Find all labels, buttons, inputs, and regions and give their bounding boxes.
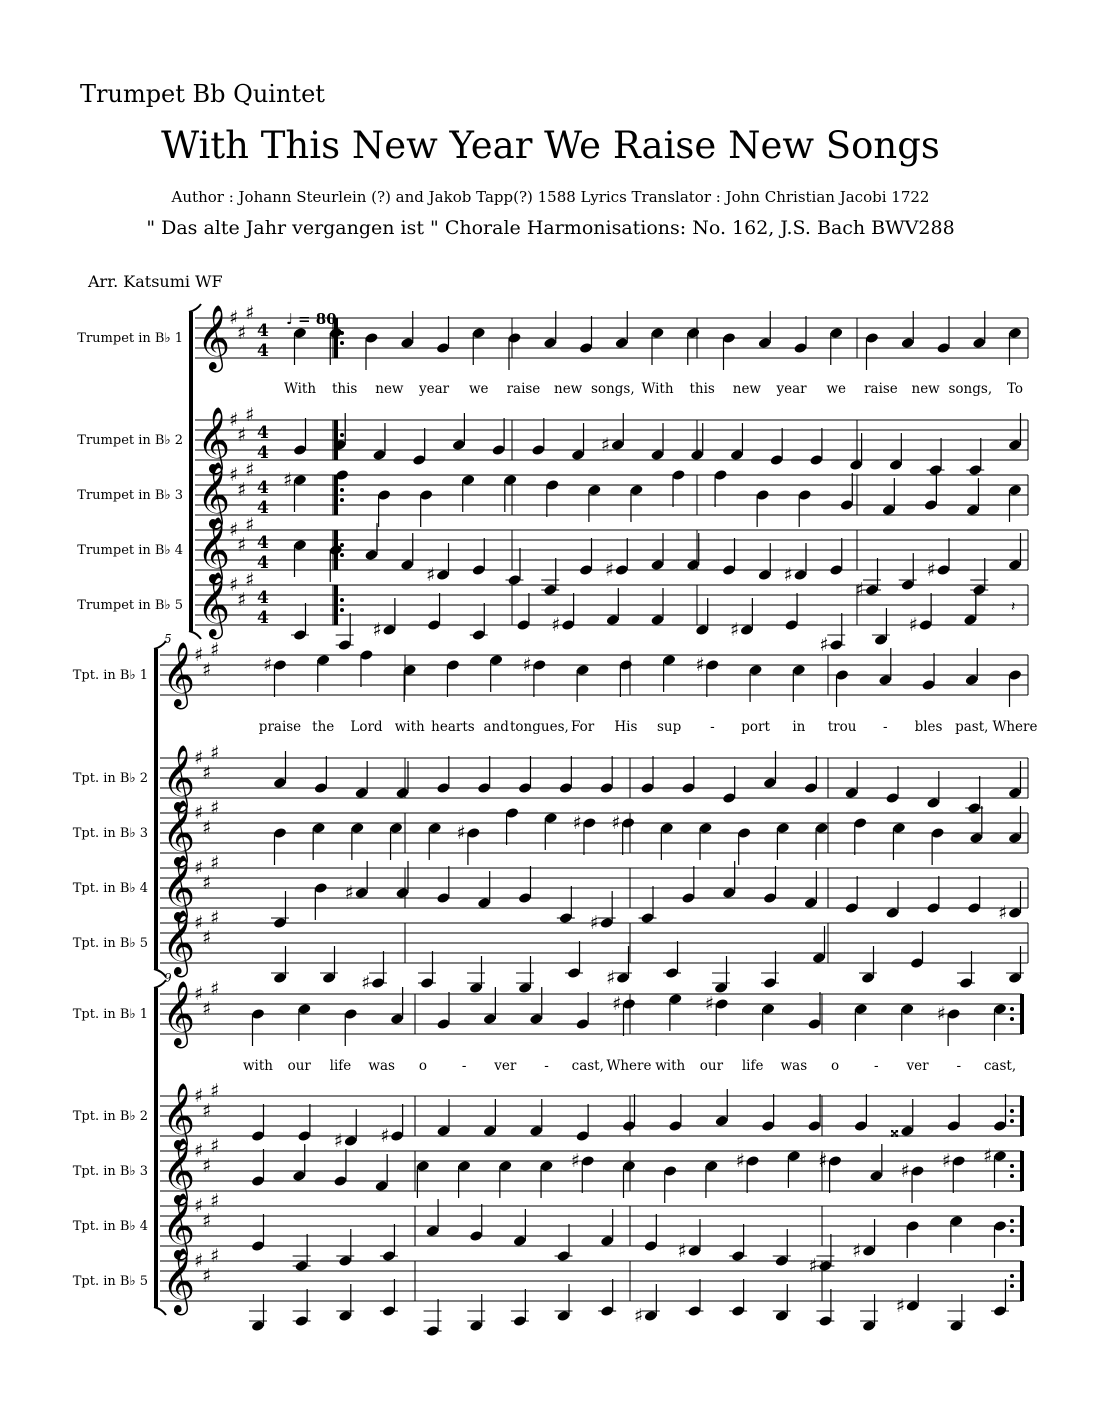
lyric-syllable: this — [332, 381, 358, 397]
accidental-icon: 𝄪 — [890, 1120, 899, 1142]
accidental-icon: ♯ — [283, 469, 293, 491]
lyric-syllable: cast, — [571, 1058, 604, 1074]
lyric-syllable: His — [614, 719, 638, 735]
lyric-syllable: raise — [864, 381, 898, 397]
accidental-icon: ♯ — [983, 1145, 993, 1167]
key-signature-sharp-icon: ♯ — [237, 322, 247, 344]
key-signature-sharp-icon: ♯ — [202, 1210, 212, 1232]
key-signature-sharp-icon: ♯ — [194, 1250, 204, 1272]
accidental-icon: ♯ — [361, 972, 371, 994]
treble-clef-icon: 𝄞 — [162, 1248, 196, 1313]
treble-clef-icon: 𝄞 — [162, 745, 196, 810]
instrument-name: Tpt. in B♭ 1 — [72, 1007, 148, 1022]
accidental-icon: ♯ — [589, 912, 599, 934]
lyric-syllable: this — [689, 381, 715, 397]
key-signature-sharp-icon: ♯ — [202, 762, 212, 784]
accidental-icon: ♯ — [808, 1255, 818, 1277]
lyric-syllable: in — [792, 719, 806, 735]
key-signature-sharp-icon: ♯ — [202, 817, 212, 839]
lyric-syllable: we — [826, 381, 847, 397]
accidental-icon: ♯ — [855, 579, 865, 601]
key-signature-sharp-icon: ♯ — [210, 907, 220, 929]
lyric-syllable: o — [831, 1058, 840, 1074]
key-signature-sharp-icon: ♯ — [245, 404, 255, 426]
key-signature-sharp-icon: ♯ — [245, 569, 255, 591]
lyric-syllable: and — [483, 719, 509, 735]
accidental-icon: ♯ — [677, 1240, 687, 1262]
lyric-syllable: cast, — [983, 1058, 1017, 1074]
accidental-icon: ♯ — [372, 619, 382, 641]
key-signature-sharp-icon: ♯ — [194, 747, 204, 769]
lyric-syllable: - — [710, 719, 715, 735]
treble-clef-icon: 𝄞 — [197, 572, 231, 637]
instrument-name: Trumpet in B♭ 2 — [77, 433, 183, 448]
treble-clef-icon: 𝄞 — [197, 305, 231, 370]
accidental-icon: ♯ — [729, 619, 740, 641]
lyric-syllable: we — [468, 381, 489, 397]
lyric-syllable: sup — [656, 719, 682, 735]
time-signature-lower: 4 — [257, 341, 269, 361]
accidental-icon: ♯ — [941, 1150, 951, 1172]
key-signature-sharp-icon: ♯ — [237, 534, 247, 556]
treble-clef-icon: 𝄞 — [162, 1083, 196, 1148]
time-signature-upper: 4 — [257, 321, 269, 341]
arranger-label: Arr. Katsumi WF — [88, 272, 223, 291]
lyric-syllable: bles — [914, 719, 943, 735]
repeat-dot — [1010, 1164, 1014, 1168]
lyric-syllable: Where — [992, 719, 1038, 735]
lyric-syllable: With — [283, 381, 317, 397]
repeat-dot — [340, 488, 344, 492]
accidental-icon: ♯ — [633, 1305, 644, 1327]
accidental-icon: ♯ — [600, 434, 610, 456]
accidental-icon: ♯ — [998, 902, 1008, 924]
repeat-dot — [1010, 1219, 1014, 1223]
repeat-dot — [1010, 1119, 1014, 1123]
authors-line: Author : Johann Steurlein (?) and Jakob Tapp(?) 1588 Lyrics Translator : John Christian Jacobi 1722 — [171, 188, 930, 206]
time-signature-lower: 4 — [257, 608, 269, 628]
accidental-icon: ♯ — [426, 564, 436, 586]
lyric-syllable: raise — [506, 381, 541, 397]
repeat-dot — [1010, 1109, 1014, 1113]
lyric-syllable: o — [418, 1058, 427, 1074]
key-signature-sharp-icon: ♯ — [237, 479, 247, 501]
repeat-dot — [1010, 1174, 1014, 1178]
accidental-icon: ♯ — [818, 1150, 828, 1172]
key-signature-sharp-icon: ♯ — [229, 464, 239, 486]
lyric-syllable: the — [312, 719, 335, 735]
accidental-icon: ♯ — [456, 822, 466, 844]
lyric-syllable: port — [741, 719, 770, 735]
key-signature-sharp-icon: ♯ — [194, 983, 204, 1005]
measure-number: 9 — [164, 971, 172, 985]
key-signature-sharp-icon: ♯ — [210, 639, 220, 661]
time-signature-lower: 4 — [257, 498, 269, 518]
treble-clef-icon: 𝄞 — [197, 462, 231, 527]
lyric-syllable: with — [394, 719, 425, 735]
key-signature-sharp-icon: ♯ — [210, 1080, 220, 1102]
lyric-syllable: To — [1006, 381, 1024, 397]
repeat-dot — [1010, 1274, 1014, 1278]
key-signature-sharp-icon: ♯ — [202, 1265, 212, 1287]
lyric-syllable: tongues, — [510, 719, 569, 735]
lyric-syllable: new — [732, 381, 761, 397]
lyric-syllable: ver — [494, 1058, 517, 1074]
piece-title: With This New Year We Raise New Songs — [161, 124, 940, 167]
key-signature-sharp-icon: ♯ — [229, 574, 239, 596]
key-signature-sharp-icon: ♯ — [210, 1245, 220, 1267]
key-signature-sharp-icon: ♯ — [194, 1140, 204, 1162]
treble-clef-icon: 𝄞 — [162, 1138, 196, 1203]
key-signature-sharp-icon: ♯ — [202, 1100, 212, 1122]
accidental-icon: ♯ — [380, 1125, 390, 1147]
repeat-dot — [340, 598, 344, 602]
treble-clef-icon: 𝄞 — [162, 800, 196, 865]
instrument-name: Trumpet in B♭ 3 — [77, 488, 183, 503]
lyric-syllable: our — [287, 1058, 311, 1074]
accidental-icon: ♯ — [895, 1295, 905, 1317]
key-signature-sharp-icon: ♯ — [202, 927, 212, 949]
time-signature-upper: 4 — [257, 533, 269, 553]
key-signature-sharp-icon: ♯ — [202, 1155, 212, 1177]
key-signature-sharp-icon: ♯ — [194, 644, 204, 666]
key-signature-sharp-icon: ♯ — [210, 1190, 220, 1212]
instrument-name: Tpt. in B♭ 3 — [72, 826, 148, 841]
key-signature-sharp-icon: ♯ — [194, 1195, 204, 1217]
accidental-icon: ♯ — [333, 1130, 343, 1152]
treble-clef-icon: 𝄞 — [162, 981, 196, 1046]
time-signature-upper: 4 — [257, 423, 269, 443]
lyric-syllable: - — [544, 1058, 549, 1074]
accidental-icon: ♯ — [263, 654, 273, 676]
lyric-syllable: ver — [906, 1058, 929, 1074]
accidental-icon: ♯ — [522, 654, 532, 676]
accidental-icon: ♯ — [611, 812, 621, 834]
key-signature-sharp-icon: ♯ — [202, 998, 212, 1020]
instrument-name: Trumpet in B♭ 1 — [77, 331, 183, 346]
key-signature-sharp-icon: ♯ — [194, 912, 204, 934]
treble-clef-icon: 𝄞 — [197, 517, 231, 582]
quarter-rest-icon: 𝄽 — [1011, 599, 1016, 615]
key-signature-sharp-icon: ♯ — [194, 857, 204, 879]
lyric-syllable: new — [375, 381, 404, 397]
instrument-name: Tpt. in B♭ 3 — [72, 1164, 148, 1179]
repeat-dot — [340, 553, 344, 557]
lyric-syllable: with — [243, 1058, 273, 1074]
lyric-syllable: new — [554, 381, 583, 397]
accidental-icon: ♯ — [908, 614, 918, 636]
accidental-icon: ♯ — [819, 634, 829, 656]
accidental-icon: ♯ — [572, 812, 582, 834]
treble-clef-icon: 𝄞 — [162, 1193, 196, 1258]
lyric-syllable: hearts — [431, 719, 475, 735]
key-signature-sharp-icon: ♯ — [210, 1135, 220, 1157]
tempo-note-icon: ♩ — [286, 310, 294, 328]
instrument-name: Tpt. in B♭ 4 — [72, 881, 148, 896]
lyric-syllable: songs, — [591, 381, 635, 397]
instrument-name: Tpt. in B♭ 1 — [72, 668, 148, 683]
accidental-icon: ♯ — [783, 564, 793, 586]
key-signature-sharp-icon: ♯ — [210, 797, 220, 819]
instrument-name: Trumpet in B♭ 5 — [77, 598, 183, 613]
instrument-name: Tpt. in B♭ 2 — [72, 771, 148, 786]
lyric-syllable: was — [780, 1058, 808, 1074]
accidental-icon: ♯ — [344, 882, 354, 904]
key-signature-sharp-icon: ♯ — [245, 302, 255, 324]
repeat-dot — [1010, 1229, 1014, 1233]
repeat-dot — [1010, 1284, 1014, 1288]
lyric-syllable: songs, — [948, 381, 993, 397]
instrument-name: Tpt. in B♭ 5 — [72, 1274, 148, 1289]
lyric-syllable: with — [655, 1058, 686, 1074]
instrument-name: Trumpet in B♭ 4 — [77, 543, 183, 558]
key-signature-sharp-icon: ♯ — [210, 742, 220, 764]
accidental-icon: ♯ — [926, 559, 936, 581]
instrument-name: Tpt. in B♭ 4 — [72, 1219, 148, 1234]
key-signature-sharp-icon: ♯ — [194, 802, 204, 824]
treble-clef-icon: 𝄞 — [162, 910, 196, 975]
key-signature-sharp-icon: ♯ — [210, 978, 220, 1000]
lyric-syllable: Where — [606, 1058, 652, 1074]
key-signature-sharp-icon: ♯ — [202, 872, 212, 894]
subtitle-line: " Das alte Jahr vergangen ist " Chorale Harmonisations: No. 162, J.S. Bach BWV288 — [146, 217, 955, 239]
lyric-syllable: year — [776, 381, 807, 397]
lyric-syllable: - — [461, 1058, 467, 1074]
instrumentation-label: Trumpet Bb Quintet — [80, 80, 325, 108]
repeat-dot — [1010, 1007, 1014, 1011]
accidental-icon: ♯ — [704, 993, 714, 1015]
treble-clef-icon: 𝄞 — [162, 855, 196, 920]
lyric-syllable: past, — [955, 719, 989, 735]
key-signature-sharp-icon: ♯ — [194, 1085, 204, 1107]
repeat-dot — [340, 608, 344, 612]
repeat-dot — [340, 341, 344, 345]
accidental-icon: ♯ — [695, 654, 705, 676]
accidental-icon: ♯ — [606, 967, 616, 989]
lyric-syllable: - — [883, 719, 888, 735]
lyric-syllable: life — [741, 1058, 764, 1074]
tempo-marking: = 80 — [298, 310, 337, 328]
accidental-icon: ♯ — [604, 559, 614, 581]
accidental-icon: ♯ — [900, 1160, 910, 1182]
repeat-dot — [340, 543, 344, 547]
accidental-icon: ♯ — [570, 1150, 580, 1172]
lyric-syllable: our — [699, 1058, 724, 1074]
accidental-icon: ♯ — [612, 993, 622, 1015]
repeat-dot — [340, 498, 344, 502]
measure-number: 5 — [164, 632, 172, 646]
time-signature-lower: 4 — [257, 553, 269, 573]
accidental-icon: ♯ — [551, 614, 561, 636]
lyric-syllable: new — [911, 381, 940, 397]
lyric-syllable: - — [874, 1058, 879, 1074]
time-signature-upper: 4 — [257, 588, 269, 608]
lyric-syllable: - — [956, 1058, 962, 1074]
key-signature-sharp-icon: ♯ — [229, 307, 239, 329]
lyric-syllable: was — [368, 1058, 395, 1074]
lyric-syllable: With — [641, 381, 674, 397]
treble-clef-icon: 𝄞 — [162, 642, 196, 707]
repeat-dot — [340, 433, 344, 437]
key-signature-sharp-icon: ♯ — [229, 519, 239, 541]
lyric-syllable: trou — [827, 719, 857, 735]
key-signature-sharp-icon: ♯ — [245, 459, 255, 481]
lyric-syllable: For — [571, 719, 595, 735]
key-signature-sharp-icon: ♯ — [210, 852, 220, 874]
lyric-syllable: praise — [258, 719, 302, 735]
key-signature-sharp-icon: ♯ — [237, 424, 247, 446]
key-signature-sharp-icon: ♯ — [237, 589, 247, 611]
lyric-syllable: life — [329, 1058, 352, 1074]
time-signature-lower: 4 — [257, 443, 269, 463]
key-signature-sharp-icon: ♯ — [245, 514, 255, 536]
instrument-name: Tpt. in B♭ 2 — [72, 1109, 148, 1124]
time-signature-upper: 4 — [257, 478, 269, 498]
repeat-dot — [1010, 1017, 1014, 1021]
accidental-icon: ♯ — [735, 1150, 745, 1172]
instrument-name: Tpt. in B♭ 5 — [72, 936, 148, 951]
lyric-syllable: Lord — [350, 719, 383, 735]
treble-clef-icon: 𝄞 — [197, 407, 231, 472]
lyric-syllable: year — [419, 381, 450, 397]
key-signature-sharp-icon: ♯ — [229, 409, 239, 431]
accidental-icon: ♯ — [936, 1003, 946, 1025]
accidental-icon: ♯ — [852, 1240, 862, 1262]
key-signature-sharp-icon: ♯ — [202, 659, 212, 681]
